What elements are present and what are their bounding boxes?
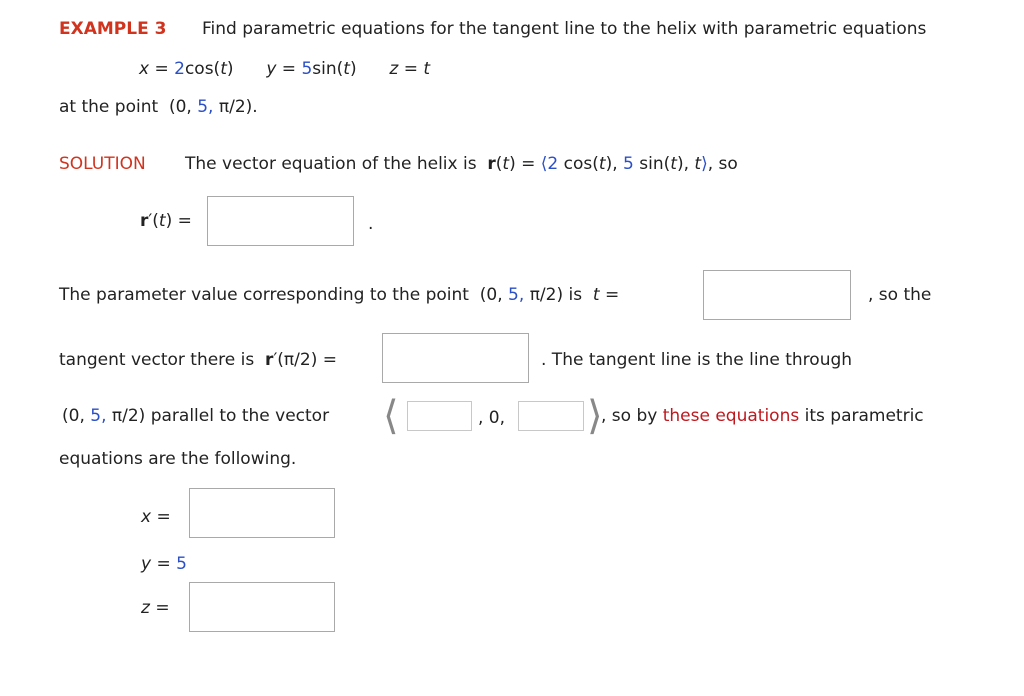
- vector-mid: , 0,: [478, 408, 506, 428]
- final-x-lhs: x =: [141, 507, 171, 527]
- solution-c1-close: ),: [605, 154, 618, 174]
- parallel-tail: [601, 405, 924, 427]
- helix-equations: [139, 58, 430, 80]
- vector-comp1-input[interactable]: [407, 401, 472, 431]
- final-x-input[interactable]: [189, 488, 335, 538]
- final-z-input[interactable]: [189, 582, 335, 632]
- rprime-close: ) =: [165, 211, 192, 231]
- solution-c1: 2: [547, 154, 559, 174]
- point-rest: π/2).: [218, 97, 258, 117]
- helix-y-close: ): [349, 59, 357, 79]
- rprime-prime: ′(: [148, 211, 159, 231]
- solution-line: [185, 153, 738, 175]
- tangent-line: [59, 349, 337, 371]
- solution-tail: , so: [707, 154, 738, 174]
- helix-x-var: t: [220, 59, 227, 79]
- vector-comp3-input[interactable]: [518, 401, 584, 431]
- parameter-answer-input[interactable]: [703, 270, 851, 320]
- tangent-answer-input[interactable]: [382, 333, 529, 383]
- point-open: (0,: [168, 97, 192, 117]
- helix-x-coef: 2: [174, 59, 185, 79]
- solution-r-open: (: [495, 154, 503, 174]
- rprime-period: .: [368, 214, 374, 234]
- helix-x-func: cos(: [184, 59, 221, 79]
- rprime-t: t: [158, 211, 166, 231]
- final-y: [141, 553, 187, 575]
- parallel-open: (0,: [62, 406, 85, 426]
- solution-c3-t: t: [694, 154, 702, 174]
- point-five: 5,: [197, 97, 214, 117]
- parallel-tail-post: its parametric: [804, 406, 924, 426]
- helix-z-var: t: [423, 59, 431, 79]
- parameter-open: (0,: [479, 285, 503, 305]
- helix-z-lhs: z =: [389, 59, 418, 79]
- parallel-line: [62, 405, 329, 427]
- parameter-t: t: [592, 285, 600, 305]
- solution-c2-close: ),: [676, 154, 689, 174]
- solution-c1-t: t: [598, 154, 606, 174]
- parameter-five: 5,: [508, 285, 525, 305]
- helix-y-lhs: y =: [266, 59, 297, 79]
- point-prefix: at the point: [59, 97, 159, 117]
- solution-vec-open: ⟨: [540, 154, 548, 174]
- equations-line: equations are the following.: [59, 449, 297, 469]
- these-equations-link[interactable]: these equations: [662, 406, 800, 426]
- parameter-line: [59, 284, 619, 306]
- tangent-tail: . The tangent line is the line through: [541, 350, 853, 370]
- parallel-five: 5,: [90, 406, 107, 426]
- solution-r-t: t: [502, 154, 510, 174]
- parallel-tail-pre: , so by: [601, 406, 658, 426]
- helix-y-var: t: [343, 59, 350, 79]
- rprime-label: [140, 210, 192, 232]
- helix-y-func: sin(: [312, 59, 344, 79]
- solution-c2-func: sin(: [639, 154, 671, 174]
- left-angle-bracket: ⟨: [383, 393, 399, 439]
- solution-label: SOLUTION: [59, 154, 146, 174]
- point-line: [59, 96, 258, 118]
- final-y-lhs: y =: [141, 554, 171, 574]
- helix-x-close: ): [226, 59, 234, 79]
- right-angle-bracket: ⟩: [587, 393, 603, 439]
- example-text: Find parametric equations for the tangent line to the helix with parametric equations: [202, 19, 927, 39]
- final-z-lhs: z =: [141, 598, 170, 618]
- helix-x-lhs: x =: [139, 59, 169, 79]
- rprime-r: r: [140, 211, 149, 231]
- parameter-eq: =: [604, 285, 620, 305]
- solution-c2: 5: [623, 154, 634, 174]
- solution-r: r: [487, 154, 496, 174]
- tangent-r: r: [265, 350, 274, 370]
- solution-r-close: ) =: [509, 154, 536, 174]
- rprime-answer-input[interactable]: [207, 196, 354, 246]
- solution-c2-t: t: [670, 154, 677, 174]
- helix-y-coef: 5: [301, 59, 313, 79]
- tangent-arg: ′(π/2) =: [273, 350, 337, 370]
- parallel-rest: π/2) parallel to the vector: [111, 406, 330, 426]
- solution-c1-func: cos(: [563, 154, 599, 174]
- parameter-rest: π/2) is: [529, 285, 583, 305]
- solution-vec-close: ⟩: [701, 154, 708, 174]
- tangent-text: tangent vector there is: [59, 350, 255, 370]
- final-y-value: 5: [176, 554, 187, 574]
- example-label: EXAMPLE 3: [59, 19, 167, 39]
- parameter-text: The parameter value corresponding to the point: [59, 285, 469, 305]
- solution-text: The vector equation of the helix is: [185, 154, 477, 174]
- example-header: [59, 18, 166, 40]
- parameter-tail: , so the: [868, 285, 932, 305]
